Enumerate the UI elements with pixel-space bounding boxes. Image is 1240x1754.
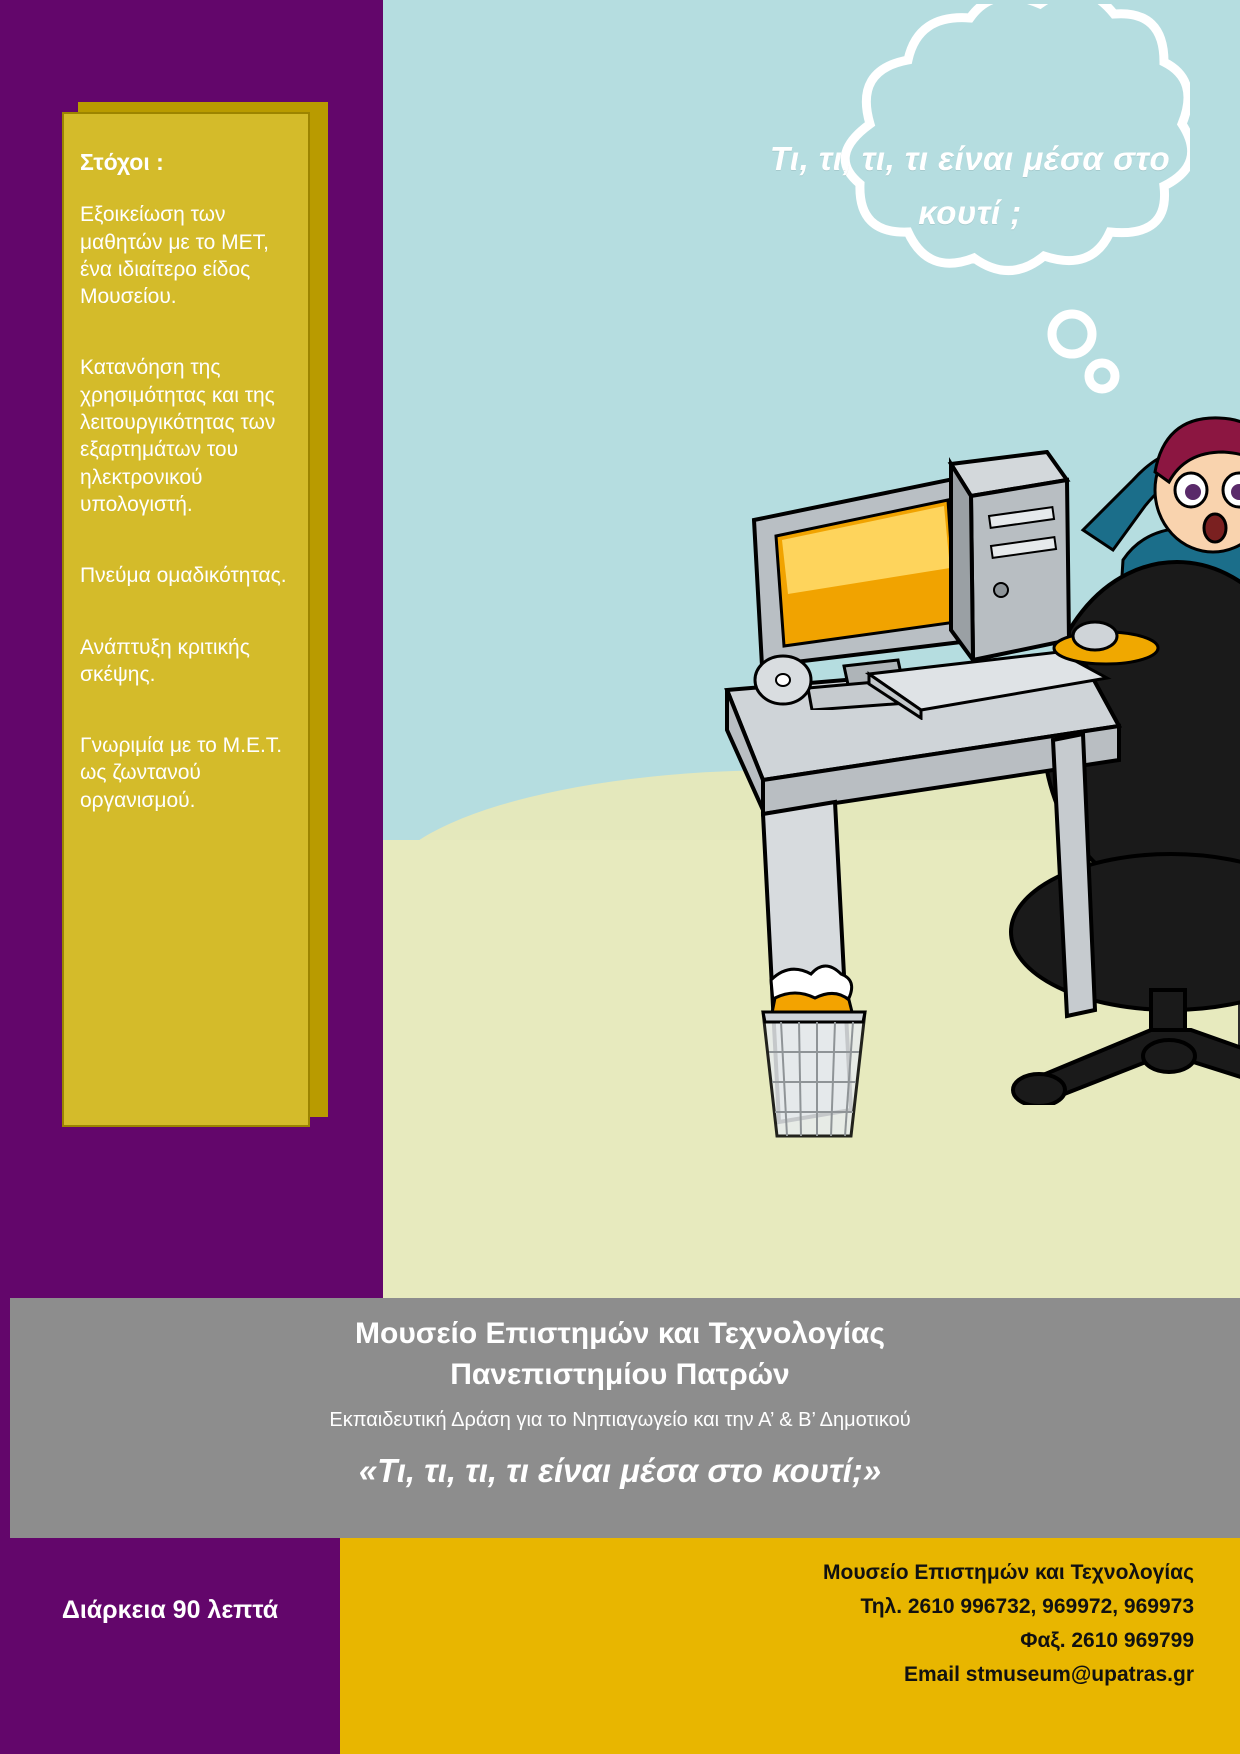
banner-subtitle: Εκπαιδευτική Δράση για το Νηπιαγωγείο και την Α’ & Β’ Δημοτικού — [329, 1409, 911, 1431]
banner-title-line-1: Μουσείο Επιστημών και Τεχνολογίας — [355, 1317, 885, 1350]
banner-left-accent — [0, 1298, 10, 1538]
thought-bubble — [750, 4, 1190, 404]
goals-item-3: Πνεύμα ομαδικότητας. — [80, 564, 287, 588]
footer-duration-panel — [0, 1538, 340, 1754]
goals-item-2: Κατανόηση της χρησιμότητας και της λειτουργικότητας των εξαρτημάτων του ηλεκτρονικού υπολογιστή. — [80, 356, 276, 516]
cd-disc-illustration — [753, 650, 813, 710]
goals-item-1: Εξοικείωση των μαθητών με το ΜΕΤ, ένα ιδιαίτερο είδος Μουσείου. — [80, 203, 269, 309]
goals-item-4: Ανάπτυξη κριτικής σκέψης. — [80, 635, 250, 686]
banner-title-line-2: Πανεπιστημίου Πατρών — [450, 1357, 790, 1391]
duration-label: Διάρκεια 90 λεπτά — [61, 1596, 279, 1624]
illustration-area — [383, 0, 1240, 1298]
mouse-and-pad-illustration — [1051, 618, 1161, 666]
footer-contact-panel — [340, 1538, 1240, 1754]
contact-line-1: Μουσείο Επιστημών και Τεχνολογίας — [823, 1561, 1194, 1584]
thought-bubble-text: Τι, τι, τι, τι είναι μέσα στο κουτί ; — [769, 140, 1171, 232]
wastebasket-illustration — [753, 960, 878, 1145]
goals-box — [62, 112, 310, 1127]
contact-line-2: Τηλ. 2610 996732, 969972, 969973 — [860, 1595, 1194, 1619]
goals-title: Στόχοι : — [80, 149, 164, 175]
title-banner — [0, 1298, 1240, 1538]
banner-quote: «Τι, τι, τι, τι είναι μέσα στο κουτί;» — [358, 1452, 882, 1489]
goals-item-5: Γνωριμία με το Μ.Ε.Τ. ως ζωντανού οργανισμού. — [80, 734, 283, 812]
contact-line-3: Φαξ. 2610 969799 — [1020, 1629, 1194, 1653]
contact-line-4: Email stmuseum@upatras.gr — [903, 1663, 1194, 1687]
